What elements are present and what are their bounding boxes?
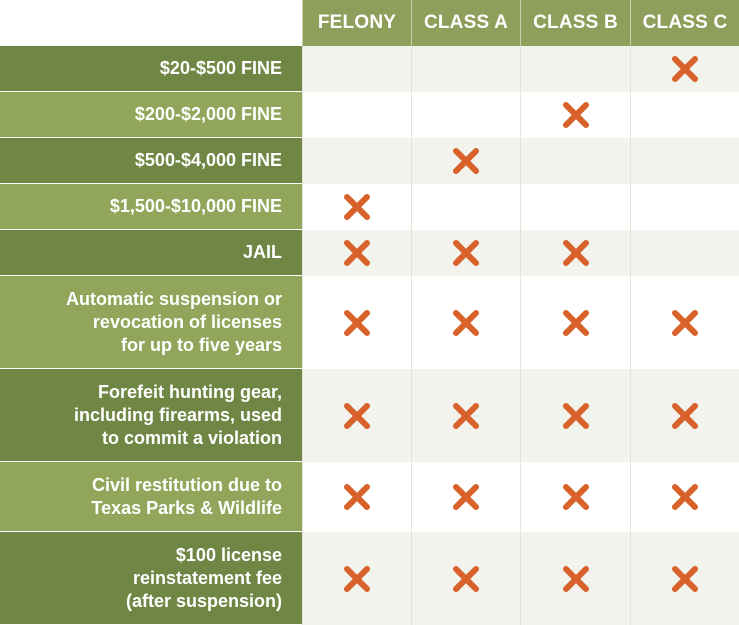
table-cell <box>630 230 739 276</box>
row-label: $500-$4,000 FINE <box>0 138 302 184</box>
x-mark-icon <box>342 564 372 594</box>
x-mark-icon <box>451 401 481 431</box>
x-mark-icon <box>451 564 481 594</box>
table-cell <box>411 532 520 625</box>
x-mark-icon <box>561 564 591 594</box>
table-cell <box>630 276 739 369</box>
table-cell <box>302 369 411 462</box>
table-cell <box>411 92 520 138</box>
table-cell <box>630 46 739 92</box>
x-mark-icon <box>342 238 372 268</box>
x-mark-icon <box>561 308 591 338</box>
table-cell <box>520 46 630 92</box>
table-cell <box>411 369 520 462</box>
table-cell <box>520 138 630 184</box>
x-mark-icon <box>561 100 591 130</box>
table-cell <box>411 184 520 230</box>
table-cell <box>520 184 630 230</box>
table-cell <box>302 92 411 138</box>
table-cell <box>302 462 411 532</box>
row-label: $20-$500 FINE <box>0 46 302 92</box>
table-cell <box>411 138 520 184</box>
table-cell <box>411 462 520 532</box>
table-cell <box>520 230 630 276</box>
x-mark-icon <box>670 482 700 512</box>
table-cell <box>630 532 739 625</box>
x-mark-icon <box>670 308 700 338</box>
table-corner <box>0 0 302 46</box>
column-header-class-b: CLASS B <box>520 0 630 46</box>
row-label: JAIL <box>0 230 302 276</box>
x-mark-icon <box>670 401 700 431</box>
table-cell <box>630 462 739 532</box>
table-cell <box>302 138 411 184</box>
table-cell <box>520 532 630 625</box>
x-mark-icon <box>561 482 591 512</box>
table-cell <box>630 138 739 184</box>
table-cell <box>630 369 739 462</box>
x-mark-icon <box>342 401 372 431</box>
table-cell <box>520 92 630 138</box>
x-mark-icon <box>342 482 372 512</box>
column-header-felony: FELONY <box>302 0 411 46</box>
table-cell <box>520 462 630 532</box>
x-mark-icon <box>670 54 700 84</box>
x-mark-icon <box>451 308 481 338</box>
row-label: $1,500-$10,000 FINE <box>0 184 302 230</box>
x-mark-icon <box>670 564 700 594</box>
x-mark-icon <box>451 482 481 512</box>
table-cell <box>302 46 411 92</box>
column-header-class-a: CLASS A <box>411 0 520 46</box>
row-label: $100 license reinstatement fee (after suspension) <box>0 532 302 625</box>
table-cell <box>302 276 411 369</box>
table-cell <box>630 92 739 138</box>
row-label: Automatic suspension or revocation of licenses for up to five years <box>0 276 302 369</box>
x-mark-icon <box>342 192 372 222</box>
x-mark-icon <box>451 238 481 268</box>
x-mark-icon <box>342 308 372 338</box>
x-mark-icon <box>561 238 591 268</box>
table-cell <box>302 230 411 276</box>
table-cell <box>411 230 520 276</box>
table-cell <box>630 184 739 230</box>
row-label: Forefeit hunting gear, including firearms, used to commit a violation <box>0 369 302 462</box>
table-cell <box>411 276 520 369</box>
table-cell <box>302 184 411 230</box>
x-mark-icon <box>561 401 591 431</box>
table-cell <box>411 46 520 92</box>
table-cell <box>520 369 630 462</box>
column-header-class-c: CLASS C <box>630 0 739 46</box>
table-cell <box>302 532 411 625</box>
row-label: $200-$2,000 FINE <box>0 92 302 138</box>
row-label: Civil restitution due to Texas Parks & Wildlife <box>0 462 302 532</box>
x-mark-icon <box>451 146 481 176</box>
table-cell <box>520 276 630 369</box>
